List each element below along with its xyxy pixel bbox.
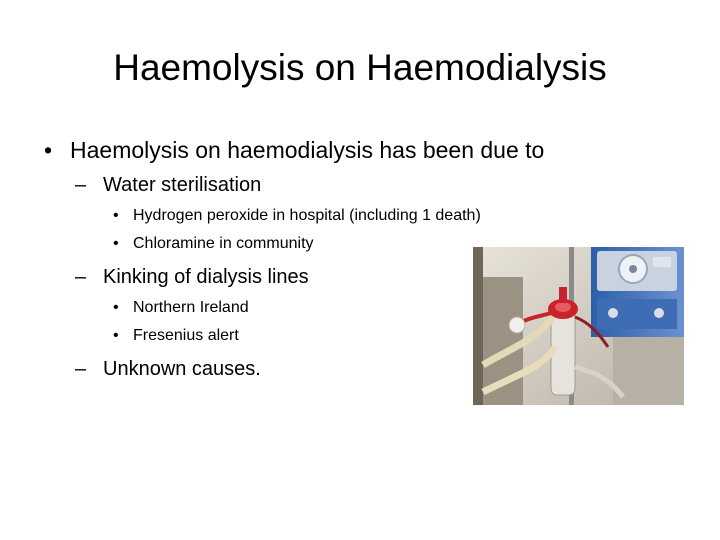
dialysis-machine-photo xyxy=(473,247,684,405)
sub-bullet-fresenius: Fresenius alert xyxy=(133,327,239,344)
bullet-kinking-text: Kinking of dialysis lines xyxy=(103,266,309,288)
bullet-main-text: Haemolysis on haemodialysis has been due to xyxy=(70,137,545,163)
sub-bullet-marker: • xyxy=(113,207,119,224)
slide-title: Haemolysis on Haemodialysis xyxy=(113,47,607,88)
dash-marker: – xyxy=(75,266,87,288)
dash-marker: – xyxy=(75,174,87,196)
bullet-water-text: Water sterilisation xyxy=(103,174,262,196)
sub-bullet-marker: • xyxy=(113,327,119,344)
dash-marker: – xyxy=(75,358,87,380)
bullet-marker: • xyxy=(44,137,53,163)
sub-bullet-marker: • xyxy=(113,235,119,252)
bullet-unknown-text: Unknown causes. xyxy=(103,358,261,380)
sub-bullet-chloramine: Chloramine in community xyxy=(133,235,314,252)
sub-bullet-marker: • xyxy=(113,299,119,316)
sub-bullet-hydrogen-peroxide: Hydrogen peroxide in hospital (including 1 death) xyxy=(133,207,481,224)
sub-bullet-northern-ireland: Northern Ireland xyxy=(133,299,249,316)
